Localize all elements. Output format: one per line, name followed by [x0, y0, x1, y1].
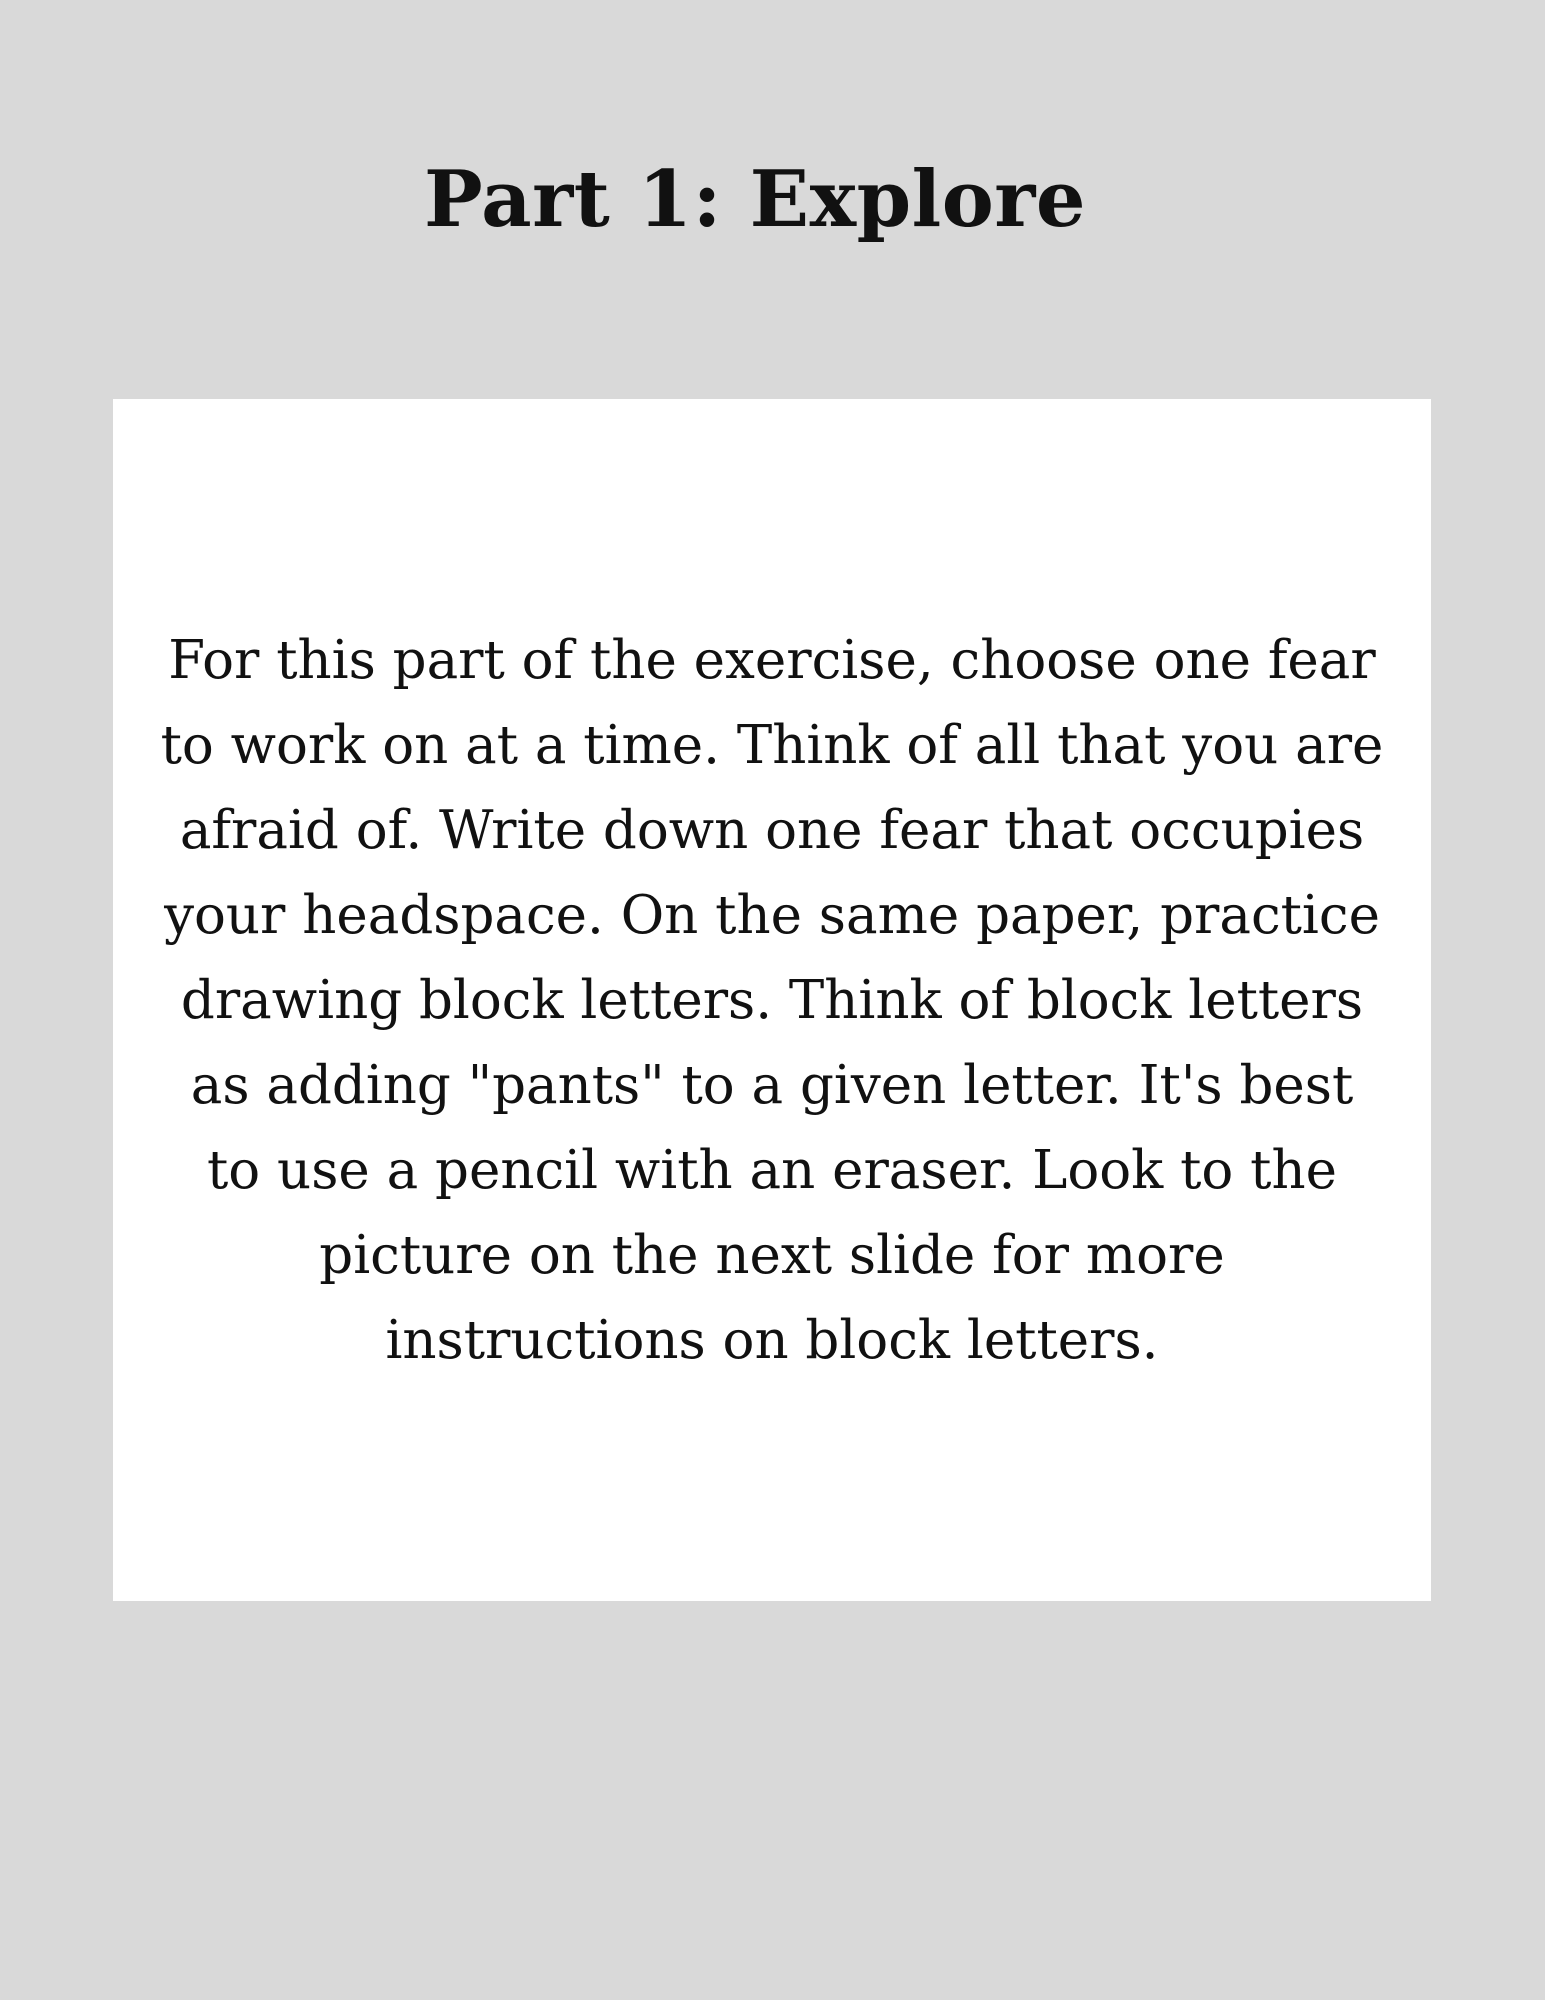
instruction-text: For this part of the exercise, choose one fear to work on at a time. Think of all that you are afraid of. Write down one fear that occupies your headspace. On the same paper, practice drawing block letters. Think of block letters as adding "pants" to a given letter. It's best to use a pencil with an eraser. Look to the picture on the next slide for more instructions on block letters.: [160, 629, 1384, 1371]
page-title: Part 1: Explore: [424, 154, 1086, 245]
instruction-card: [113, 399, 1431, 1601]
